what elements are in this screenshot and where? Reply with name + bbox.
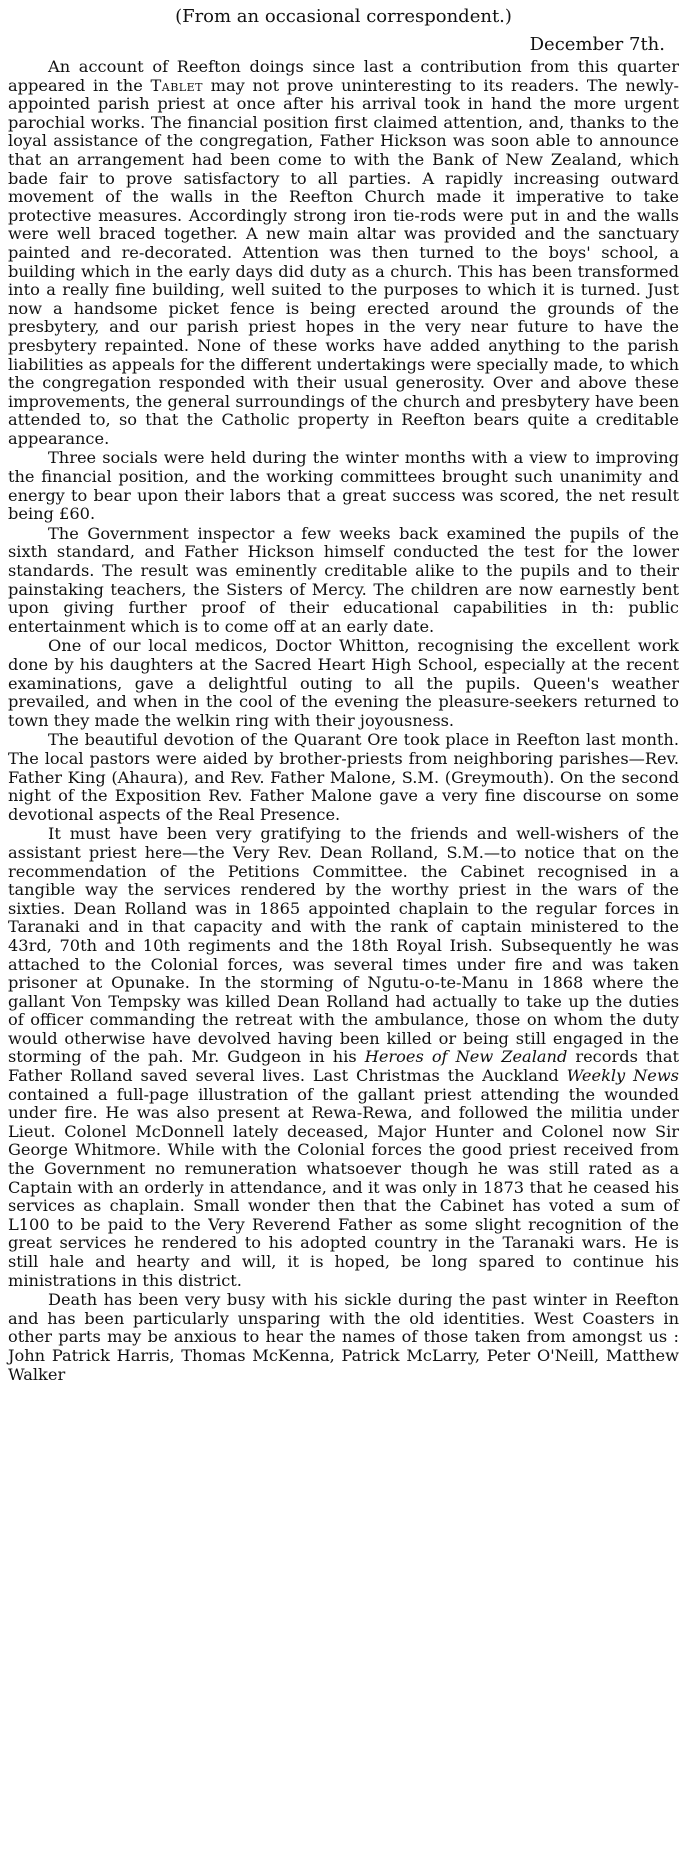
paragraph-text: Three socials were held during the winter months with a view to improving the financial position, and the working committees brought such unanimity and energy to bear upon their labors that a great success was scored, the net result being £60. xyxy=(8,448,679,524)
article-paragraph xyxy=(8,525,679,637)
article-paragraph xyxy=(8,1291,679,1384)
paragraph-text: contained a full-page illustration of the gallant priest attending the wounded under fire. He was also present at Rewa-Rewa, and followed the militia under Lieut. Colonel McDonnell lately deceased, Major Hunter and Colonel now Sir George Whitmore. While with the Colonial forces the good priest received from the Government no remuneration whatsoever though he was still rated as a Captain with an orderly in attendance, and it was only in 1873 that he ceased his services as chaplain. Small wonder then that the Cabinet has voted a sum of L100 to be paid to the Very Reverend Father as some slight recognition of the great services he rendered to his adopted country in the Taranaki wars. He is still hale and hearty and will, it is hoped, be long spared to continue his ministrations in this district. xyxy=(8,1084,679,1290)
paragraph-text: The Government inspector a few weeks back examined the pupils of the sixth standard, and Father Hickson himself conducted the test for the lower standards. The result was eminently creditable alike to the pupils and to their painstaking teachers, the Sisters of Mercy. The children are now earnestly bent upon giving further proof of their educational capabilities in th: public entertainment which is to come off at an early date. xyxy=(8,523,679,636)
paragraph-text: may not prove uninteresting to its readers. The newly-appointed parish priest at once after his arrival took in hand the more urgent parochial works. The financial position first claimed attention, and, thanks to the loyal assistance of the congregation, Father Hickson was soon able to announce that an arrangement had been come to with the Bank of New Zealand, which bade fair to prove satisfactory to all parties. A rapidly increasing outward movement of the walls in the Reefton Church made it imperative to take protective measures. Accordingly strong iron tie-rods were put in and the walls were well braced together. A new main altar was provided and the sanctuary painted and re-decorated. Attention was then turned to the boys' school, a building which in the early days did duty as a church. This has been transformed into a really fine building, well suited to the purposes to which it is turned. Just now a handsome picket fence is being erected around the grounds of the presbytery, and our parish priest hopes in the very near future to have the presbytery repainted. None of these works have added anything to the parish liabilities as appeals for the different undertakings were specially made, to which the congregation responded with their usual generosity. Over and above these improvements, the general surroundings of the church and presbytery have been attended to, so that the Catholic property in Reefton bears quite a creditable appearance. xyxy=(8,75,679,448)
byline: (From an occasional correspondent.) xyxy=(175,6,512,27)
article-paragraph xyxy=(8,731,679,824)
article-body xyxy=(8,58,679,1384)
paragraph-text: One of our local medicos, Doctor Whitton, recognising the excellent work done by his daughters at the Sacred Heart High School, especially at the recent examinations, gave a delightful outing to all the pupils. Queen's weather prevailed, and when in the cool of the evening the pleasure-seekers returned to town they made the welkin ring with their joyousness. xyxy=(8,636,679,730)
paragraph-text: An account of Reefton doings since last a contribution from this quarter appeared in the xyxy=(8,57,679,95)
article-paragraph xyxy=(8,825,679,1290)
dateline: December 7th. xyxy=(529,34,665,55)
paragraph-text: The beautiful devotion of the Quarant Ore took place in Reefton last month. The local pastors were aided by brother-priests from neighboring parishes—Rev. Father King (Ahaura), and Rev. Father Malone, S.M. (Greymouth). On the second night of the Exposition Rev. Father Malone gave a very fine discourse on some devotional aspects of the Real Presence. xyxy=(8,730,679,824)
italic-title: Weekly News xyxy=(566,1066,679,1086)
paragraph-text: It must have been very gratifying to the friends and well-wishers of the assistant priest here—the Very Rev. Dean Rolland, S.M.—to notice that on the recommendation of the Petitions Committee. the Cabinet recognised in a tangible way the services rendered by the worthy priest in the wars of the sixties. Dean Rolland was in 1865 appointed chaplain to the regular forces in Taranaki and in that capacity and with the rank of captain ministered to the 43rd, 70th and 10th regiments and the 18th Royal Irish. Subsequently he was attached to the Colonial forces, was several times under fire and was taken prisoner at Opunake. In the storming of Ngutu-o-te-Manu in 1868 where the gallant Von Tempsky was killed Dean Rolland had actually to take up the duties of officer commanding the retreat with the ambulance, those on whom the duty would otherwise have devolved having been killed or being still engaged in the storming of the pah. Mr. Gudgeon in his xyxy=(8,824,679,1067)
paragraph-text: records that Father Rolland saved several lives. Last Christmas the Auckland xyxy=(8,1047,679,1086)
article-paragraph xyxy=(8,449,679,523)
article-paragraph xyxy=(8,58,679,448)
italic-title: Heroes of New Zealand xyxy=(364,1047,568,1067)
article-paragraph xyxy=(8,637,679,730)
publication-name: Tablet xyxy=(150,75,203,95)
paragraph-text: Death has been very busy with his sickle during the past winter in Reefton and has been particularly unsparing with the old identities. West Coasters in other parts may be anxious to hear the names of those taken from amongst us : John Patrick Harris, Thomas McKenna, Patrick McLarry, Peter O'Neill, Matthew Walker xyxy=(8,1290,679,1384)
